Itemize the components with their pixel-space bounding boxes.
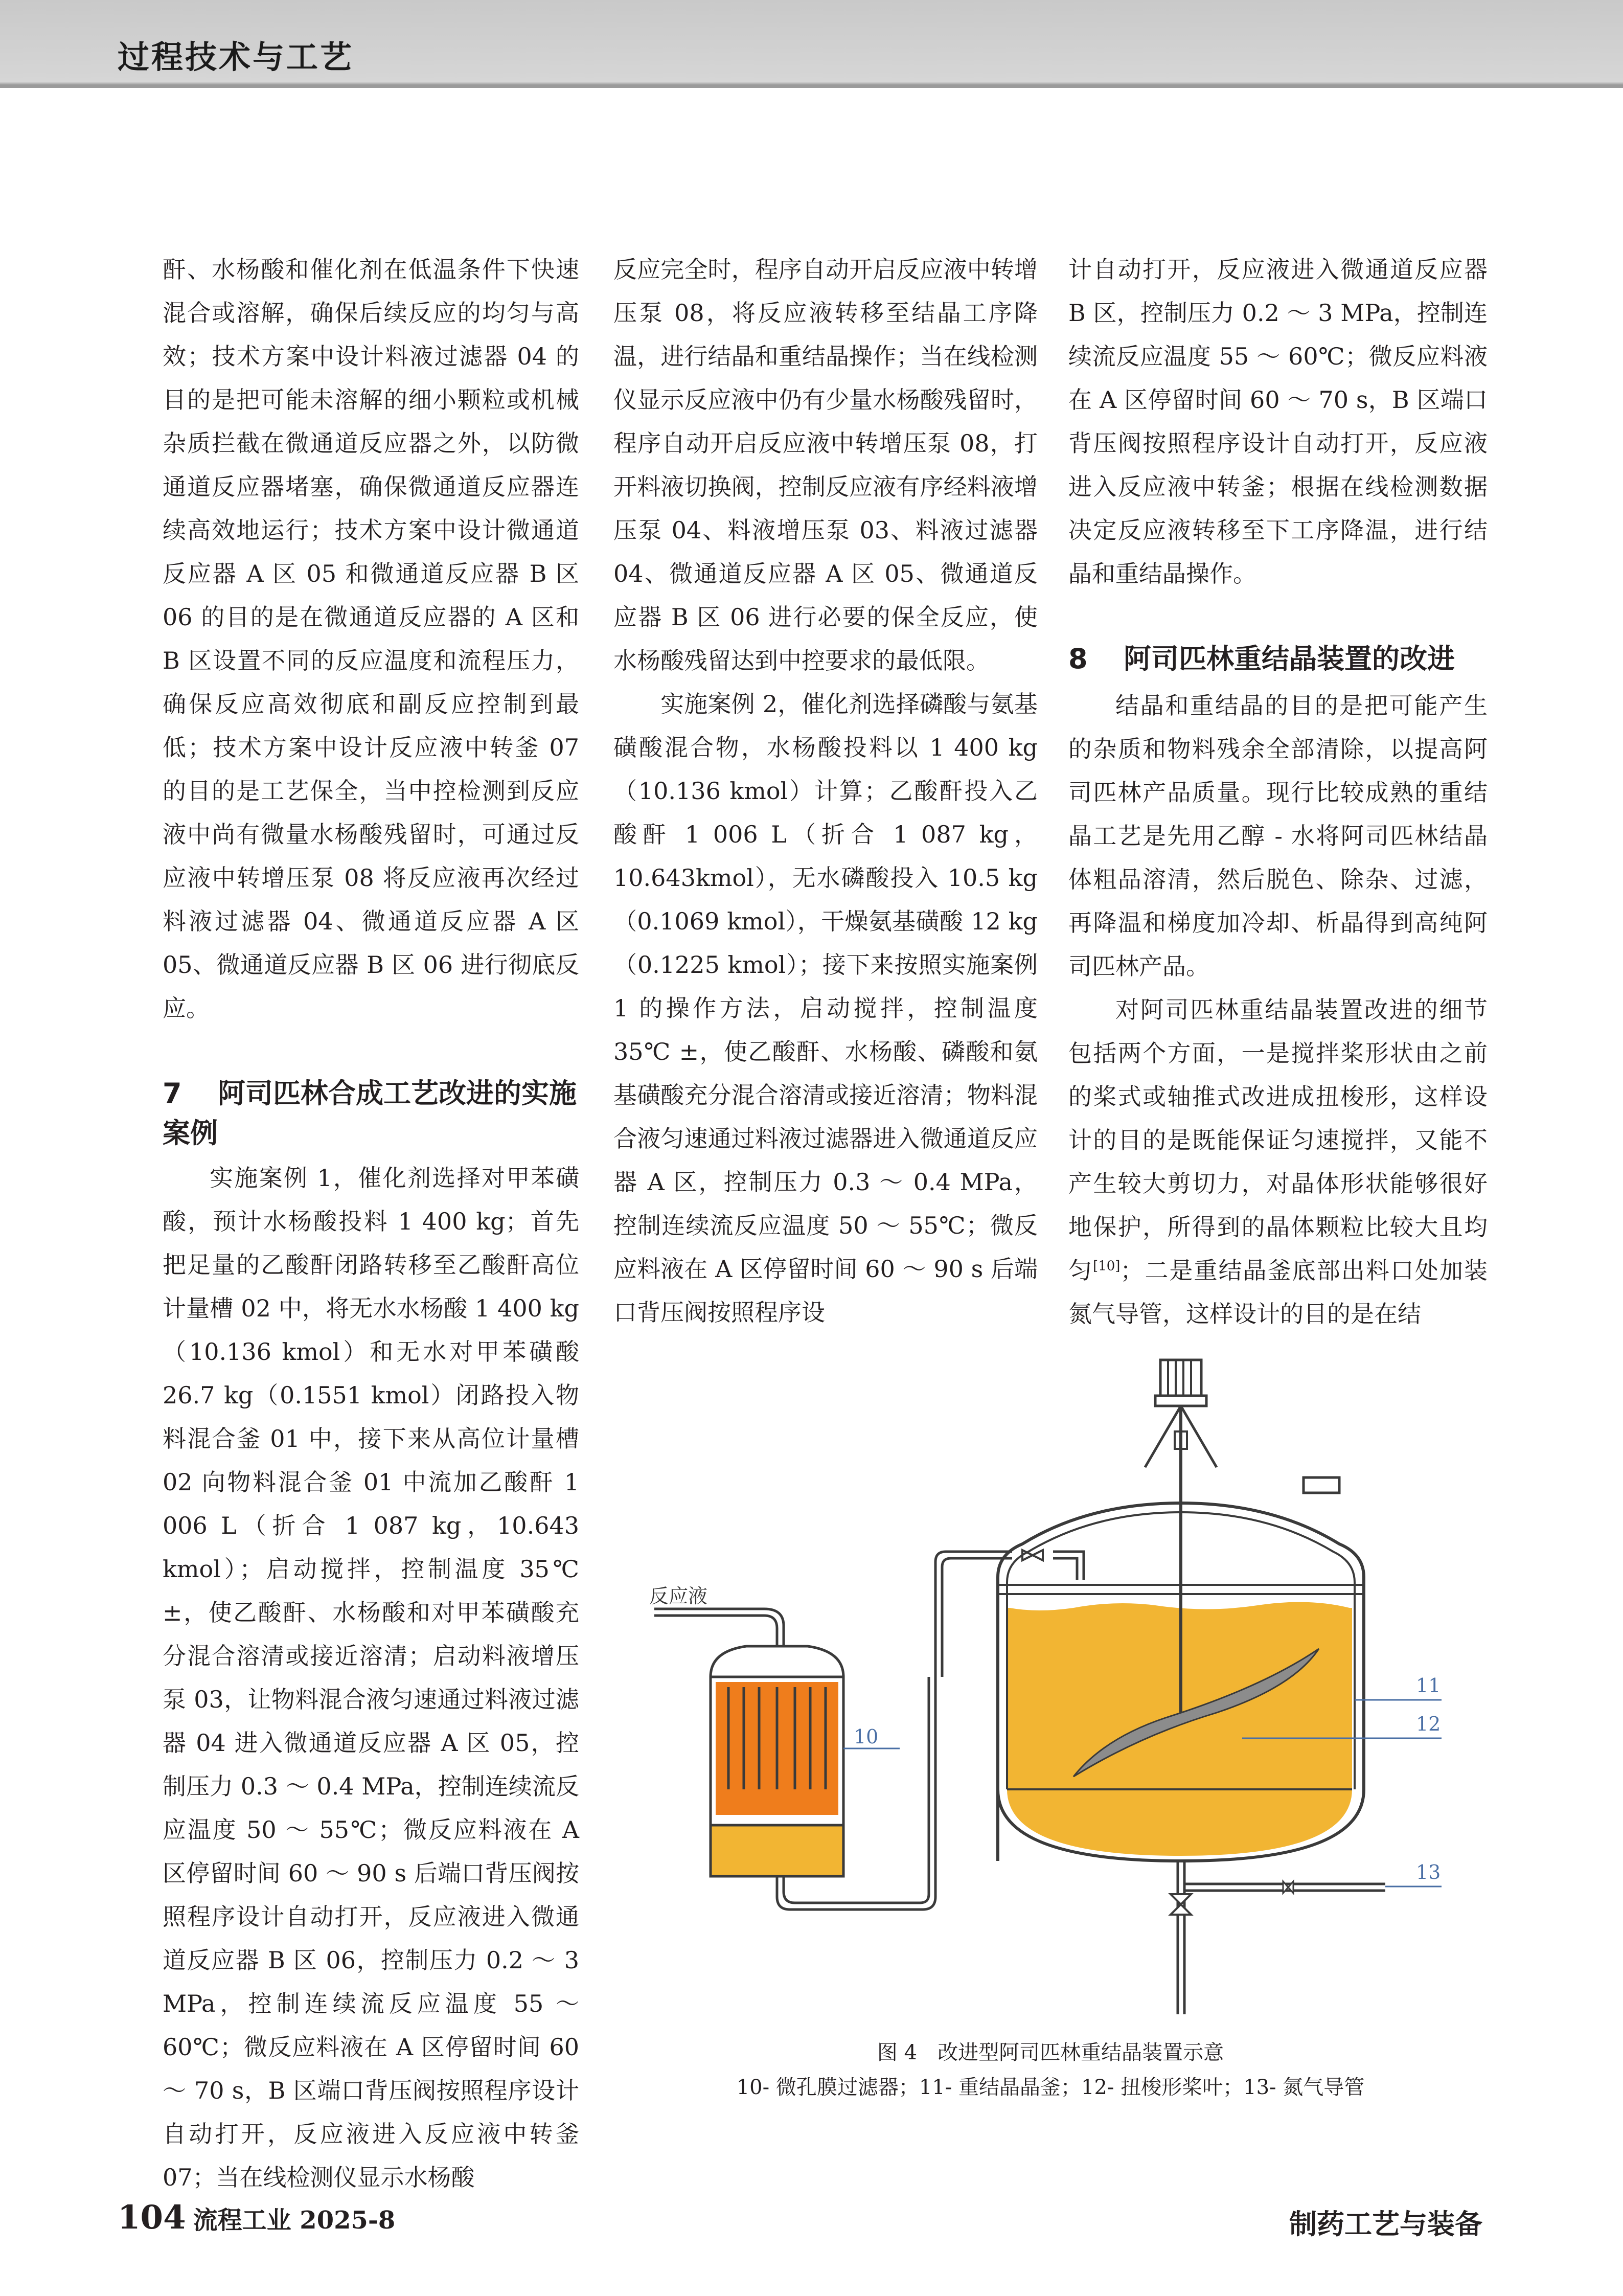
membrane-filter	[711, 1646, 843, 1876]
paragraph: 实施案例 2，催化剂选择磷酸与氨基磺酸混合物，水杨酸投料以 1 400 kg（10.136 kmol）计算；乙酸酐投入乙酸酐 1 006 L（折合 1 087 kg，10.643kmol），无水磷酸投入 10.5 kg（0.1069 kmol），干燥氨基磺酸 12 kg（0.1225 kmol）；接下来按照实施案例 1 的操作方法，启动搅拌，控制温度 35℃ ±，使乙酸酐、水杨酸、磷酸和氨基磺酸充分混合溶清或接近溶清；物料混合液匀速通过料液过滤器进入微通道反应器 A 区，控制压力 0.3 ～ 0.4 MPa，控制连续流反应温度 50 ～ 55℃；微反应料液在 A 区停留时间 60 ～ 90 s 后端口背压阀按照程序设	[613, 690, 1038, 1326]
header-band	[0, 0, 1623, 88]
figure-caption: 图 4 改进型阿司匹林重结晶装置示意	[877, 2041, 1224, 2064]
page-number: 104	[118, 2198, 186, 2237]
section-heading-7	[163, 1074, 579, 1153]
paragraph	[1068, 988, 1488, 1336]
callout-11: 11	[1416, 1674, 1441, 1697]
motor-icon	[1145, 1360, 1339, 1493]
paragraph-text: ；二是重结晶釜底部出料口处加装氮气导管，这样设计的目的是在结	[1068, 1257, 1488, 1328]
recrystallizer-diagram	[613, 1350, 1488, 2030]
section-title: 阿司匹林重结晶装置的改进	[1124, 643, 1455, 675]
column-3	[1068, 248, 1488, 1336]
journal-issue: 流程工业 2025-8	[193, 2206, 396, 2235]
inlet-label: 反应液	[649, 1585, 708, 1607]
callout-12: 12	[1416, 1713, 1441, 1735]
citation-ref: [10]	[1093, 1258, 1121, 1274]
nitrogen-pipe	[1184, 1881, 1385, 1893]
section-title: 阿司匹林合成工艺改进的实施案例	[163, 1077, 577, 1149]
footer-column-name: 制药工艺与装备	[1289, 2208, 1482, 2240]
paragraph: 计自动打开，反应液进入微通道反应器 B 区，控制压力 0.2 ～ 3 MPa，控制连续流反应温度 55 ～ 60℃；微反应料液在 A 区停留时间 60 ～ 70 s，B 区端口背压阀按照程序设计自动打开，反应液进入反应液中转釜；根据在线检测数据决定反应液转移至下工序降温，进行结晶和重结晶操作。	[1068, 256, 1488, 587]
column-2	[613, 248, 1038, 1334]
feed-inlet-line	[654, 1616, 777, 1646]
footer-left	[118, 2198, 395, 2237]
paragraph: 实施案例 1，催化剂选择对甲苯磺酸，预计水杨酸投料 1 400 kg；首先把足量的乙酸酐闭路转移至乙酸酐高位计量槽 02 中，将无水水杨酸 1 400 kg（10.136 kmol）和无水对甲苯磺酸 26.7 kg（0.1551 kmol）闭路投入物料混合釜 01 中，接下来从高位计量槽 02 向物料混合釜 01 中流加乙酸酐 1 006 L（折合 1 087 kg，10.643 kmol）；启动搅拌，控制温度 35℃ ±，使乙酸酐、水杨酸和对甲苯磺酸充分混合溶清或接近溶清；启动料液增压泵 03，让物料混合液匀速通过料液过滤器 04 进入微通道反应器 A 区 05，控制压力 0.3 ～ 0.4 MPa，控制连续流反应温度 50 ～ 55℃；微反应料液在 A 区停留时间 60 ～ 90 s 后端口背压阀按照程序设计自动打开，反应液进入微通道反应器 B 区 06，控制压力 0.2 ～ 3 MPa，控制连续流反应温度 55 ～ 60℃；微反应料液在 A 区停留时间 60 ～ 70 s，B 区端口背压阀按照程序设计自动打开，反应液进入反应液中转釜 07；当在线检测仪显示水杨酸	[163, 1164, 579, 2191]
column-1	[163, 248, 579, 2199]
section-heading-8	[1068, 639, 1488, 679]
paragraph: 结晶和重结晶的目的是把可能产生的杂质和物料残余全部清除，以提高阿司匹林产品质量。现行比较成熟的重结晶工艺是先用乙醇 - 水将阿司匹林结晶体粗品溶清，然后脱色、除杂、过滤，再降温和梯度加冷却、析晶得到高纯阿司匹林产品。	[1068, 692, 1488, 980]
section-number: 8	[1068, 643, 1088, 675]
paragraph-text: 对阿司匹林重结晶装置改进的细节包括两个方面，一是搅拌桨形状由之前的桨式或轴推式改进成扭梭形，这样设计的目的是既能保证匀速搅拌，又能不产生较大剪切力，对晶体形状能够很好地保护，所得到的晶体颗粒比较大且均匀	[1068, 996, 1488, 1284]
figure-4	[613, 1350, 1488, 2030]
callout-10: 10	[854, 1725, 879, 1748]
callout-13: 13	[1416, 1861, 1441, 1883]
section-title: 过程技术与工艺	[118, 38, 354, 76]
section-number: 7	[163, 1077, 182, 1109]
paragraph: 酐、水杨酸和催化剂在低温条件下快速混合或溶解，确保后续反应的均匀与高效；技术方案中设计料液过滤器 04 的目的是把可能未溶解的细小颗粒或机械杂质拦截在微通道反应器之外，以防微通道反应器堵塞，确保微通道反应器连续高效地运行；技术方案中设计微通道反应器 A 区 05 和微通道反应器 B 区 06 的目的是在微通道反应器的 A 区和 B 区设置不同的反应温度和流程压力，确保反应高效彻底和副反应控制到最低；技术方案中设计反应液中转釜 07 的目的是工艺保全，当中控检测到反应液中尚有微量水杨酸残留时，可通过反应液中转增压泵 08 将反应液再次经过料液过滤器 04、微通道反应器 A 区 05、微通道反应器 B 区 06 进行彻底反应。	[163, 256, 579, 1022]
paragraph: 反应完全时，程序自动开启反应液中转增压泵 08，将反应液转移至结晶工序降温，进行结晶和重结晶操作；当在线检测仪显示反应液中仍有少量水杨酸残留时，程序自动开启反应液中转增压泵 08，打开料液切换阀，控制反应液有序经料液增压泵 04、料液增压泵 03、料液过滤器 04、微通道反应器 A 区 05、微通道反应器 B 区 06 进行必要的保全反应，使水杨酸残留达到中控要求的最低限。	[613, 256, 1038, 674]
figure-legend: 10- 微孔膜过滤器；11- 重结晶晶釜；12- 扭梭形桨叶；13- 氮气导管	[736, 2076, 1365, 2099]
